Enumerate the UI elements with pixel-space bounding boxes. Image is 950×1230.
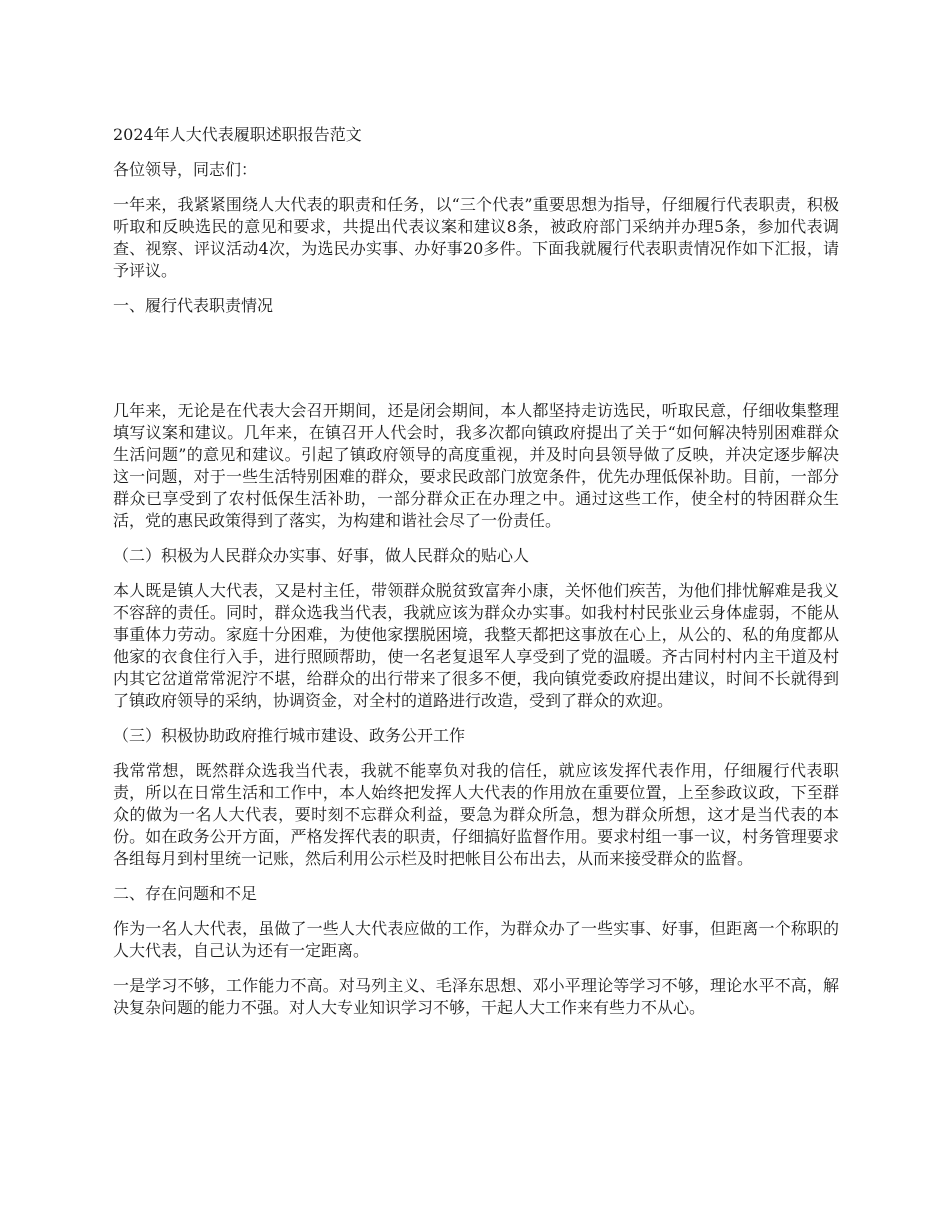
section-2-body: 作为一名人大代表，虽做了一些人大代表应做的工作，为群众办了一些实事、好事，但距离一个称职的人大代表，自己认为还有一定距离。: [113, 919, 839, 960]
subsection-3-body: 我常常想，既然群众选我当代表，我就不能辜负对我的信任，就应该发挥代表作用，仔细履行代表职责，所以在日常生活和工作中，本人始终把发挥人大代表的作用放在重要位置，上至参政议政，下至群众的做为一名人大代表，要时刻不忘群众利益，要急为群众所急，想为群众所想，这才是当代表的本份。如在政务公开方面，严格发挥代表的职责，仔细搞好监督作用。要求村组一事一议，村务管理要求各组每月到村里统一记账，然后利用公示栏及时把帐目公布出去，从而来接受群众的监督。: [113, 761, 839, 868]
section-1-body: 几年来，无论是在代表大会召开期间，还是闭会期间，本人都坚持走访选民，听取民意，仔细收集整理填写议案和建议。几年来，在镇召开人代会时，我多次都向镇政府提出了关于“如何解决特别困难群众生活问题”的意见和建议。引起了镇政府领导的高度重视，并及时向县领导做了反映，并决定逐步解决这一问题，对于一些生活特别困难的群众，要求民政部门放宽条件，优先办理低保补助。目前，一部分群众已享受到了农村低保生活补助，一部分群众正在办理之中。通过这些工作，使全村的特困群众生活，党的惠民政策得到了落实，为构建和谐社会尽了一份责任。: [113, 401, 839, 530]
salutation: 各位领导，同志们：: [113, 160, 258, 179]
document-page: [113, 124, 839, 1019]
section-2-heading: 二、存在问题和不足: [113, 884, 258, 903]
section-1-heading: 一、履行代表职责情况: [113, 296, 274, 315]
subsection-2-heading: （二）积极为人民群众办实事、好事，做人民群众的贴心人: [113, 546, 530, 565]
subsection-3-heading: （三）积极协助政府推行城市建设、政务公开工作: [113, 726, 466, 745]
document-title: 2024年人大代表履职述职报告范文: [113, 125, 362, 144]
intro-paragraph: 一年来，我紧紧围绕人大代表的职责和任务，以“三个代表”重要思想为指导，仔细履行代表职责，积极听取和反映选民的意见和要求，共提出代表议案和建议8条，被政府部门采纳并办理5条，参加代表调查、视察、评议活动4次，为选民办实事、办好事20多件。下面我就履行代表职责情况作如下汇报，请予评议。: [113, 195, 839, 280]
point-1-paragraph: 一是学习不够，工作能力不高。对马列主义、毛泽东思想、邓小平理论等学习不够，理论水平不高，解决复杂问题的能力不强。对人大专业知识学习不够，干起人大工作来有些力不从心。: [113, 976, 839, 1017]
subsection-2-body: 本人既是镇人大代表，又是村主任，带领群众脱贫致富奔小康，关怀他们疾苦，为他们排忧解难是我义不容辞的责任。同时，群众选我当代表，我就应该为群众办实事。如我村村民张业云身体虚弱，不能从事重体力劳动。家庭十分困难，为使他家摆脱困境，我整天都把这事放在心上，从公的、私的角度都从他家的衣食住行入手，进行照顾帮助，使一名老复退军人享受到了党的温暖。齐古同村村内主干道及村内其它岔道常常泥泞不堪，给群众的出行带来了很多不便，我向镇党委政府提出建议，时间不长就得到了镇政府领导的采纳，协调资金，对全村的道路进行改造，受到了群众的欢迎。: [113, 581, 839, 710]
